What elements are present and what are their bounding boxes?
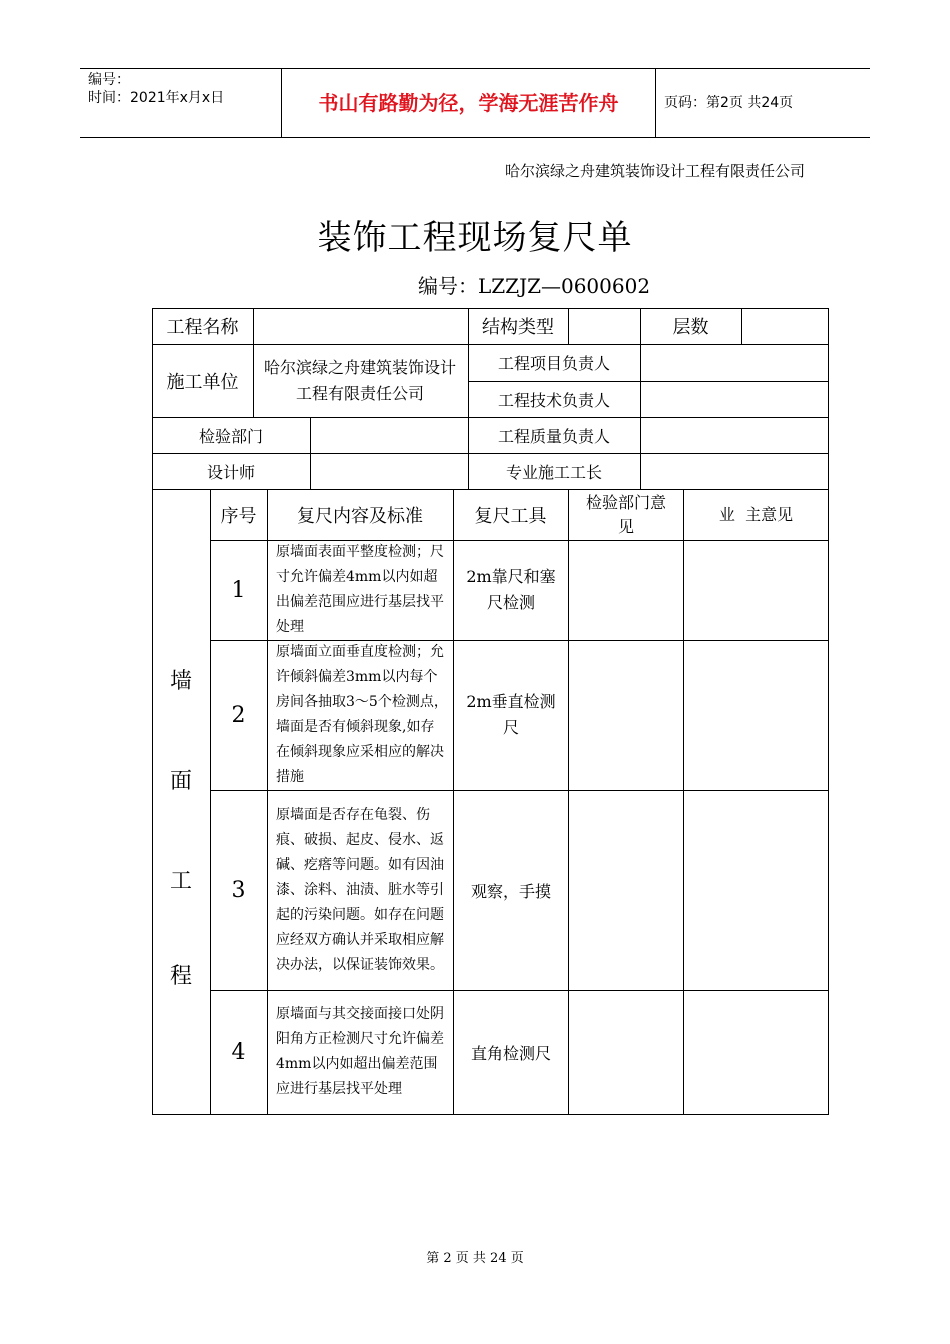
row-tool: 直角检测尺 (470, 1043, 551, 1063)
row-content: 原墙面是否存在龟裂、伤痕、破损、起皮、侵水、返碱、疙瘩等问题。如有因油漆、涂料、油渍、脏水等引起的污染问题。如存在问题应经双方确认并采取相应解决办法，以保证装饰效果。 (276, 806, 444, 973)
quality-manager-label: 工程质量负责人 (497, 426, 610, 446)
page-label: 页码：第2页 共24页 (664, 95, 794, 111)
code-label: 编号： (88, 72, 130, 88)
inspection-dept-label: 检验部门 (198, 426, 263, 446)
row-seq: 3 (231, 877, 246, 903)
project-name-label: 工程名称 (166, 317, 239, 338)
document-code: 编号：LZZJZ—0600602 (418, 274, 651, 298)
row-seq: 4 (231, 1039, 246, 1065)
motto: 书山有路勤为径，学海无涯苦作舟 (281, 69, 656, 137)
project-manager-value[interactable] (640, 344, 829, 381)
floors-value[interactable] (741, 308, 829, 344)
header-meta (80, 69, 281, 137)
section-char: 墙 (169, 669, 192, 694)
inspection-dept-value[interactable] (310, 417, 468, 453)
structure-label: 结构类型 (482, 317, 554, 338)
construction-unit-label: 施工单位 (166, 371, 239, 393)
header-inspection: 检验部门意见 (585, 492, 666, 536)
inspection-table (152, 308, 829, 1115)
row-content: 原墙面立面垂直度检测；允许倾斜偏差3mm以内每个房间各抽取3～5个检测点，墙面是否有倾斜现象,如存在倾斜现象应采相应的解决措施 (276, 644, 448, 785)
row-content: 原墙面与其交接面接口处阴阳角方正检测尺寸允许偏差4mm以内如超出偏差范围应进行基层找平处理 (276, 1006, 444, 1097)
page-footer: 第 2 页 共 24 页 (426, 1251, 524, 1266)
header-content: 复尺内容及标准 (297, 505, 423, 527)
section-char: 程 (169, 964, 192, 989)
project-manager-label: 工程项目负责人 (497, 354, 610, 373)
structure-value[interactable] (568, 308, 640, 344)
company-name: 哈尔滨绿之舟建筑装饰设计工程有限责任公司 (504, 162, 805, 180)
header-owner: 业 主意见 (718, 504, 794, 524)
row-owner-opinion[interactable] (683, 540, 828, 640)
quality-manager-value[interactable] (640, 417, 829, 453)
header-bar (80, 68, 870, 138)
header-seq: 序号 (220, 505, 257, 527)
row-inspection-opinion[interactable] (568, 640, 683, 790)
designer-value[interactable] (310, 453, 468, 489)
row-tool: 2m垂直检测尺 (466, 692, 556, 737)
row-tool: 2m靠尺和塞尺检测 (466, 567, 556, 612)
row-seq: 2 (231, 702, 246, 728)
floors-label: 层数 (672, 317, 709, 338)
row-seq: 1 (231, 577, 246, 603)
project-name-value[interactable] (253, 308, 468, 344)
foreman-value[interactable] (640, 453, 829, 489)
header-tool: 复尺工具 (474, 505, 547, 527)
section-char: 工 (169, 869, 192, 894)
document-title: 装饰工程现场复尺单 (317, 218, 633, 258)
row-owner-opinion[interactable] (683, 790, 828, 990)
row-inspection-opinion[interactable] (568, 540, 683, 640)
row-owner-opinion[interactable] (683, 640, 828, 790)
section-name (152, 489, 210, 1115)
section-char: 面 (169, 769, 192, 794)
row-inspection-opinion[interactable] (568, 790, 683, 990)
row-content: 原墙面表面平整度检测；尺寸允许偏差4mm以内如超出偏差范围应进行基层找平处理 (276, 544, 444, 635)
tech-manager-value[interactable] (640, 381, 829, 417)
time-label: 时间：2021年x月x日 (88, 90, 225, 106)
row-inspection-opinion[interactable] (568, 990, 683, 1114)
row-owner-opinion[interactable] (683, 990, 828, 1114)
row-tool: 观察，手摸 (470, 881, 551, 901)
tech-manager-label: 工程技术负责人 (497, 390, 610, 410)
foreman-label: 专业施工工长 (505, 462, 602, 482)
designer-label: 设计师 (206, 462, 255, 482)
construction-unit-value: 哈尔滨绿之舟建筑装饰设计工程有限责任公司 (263, 357, 456, 403)
